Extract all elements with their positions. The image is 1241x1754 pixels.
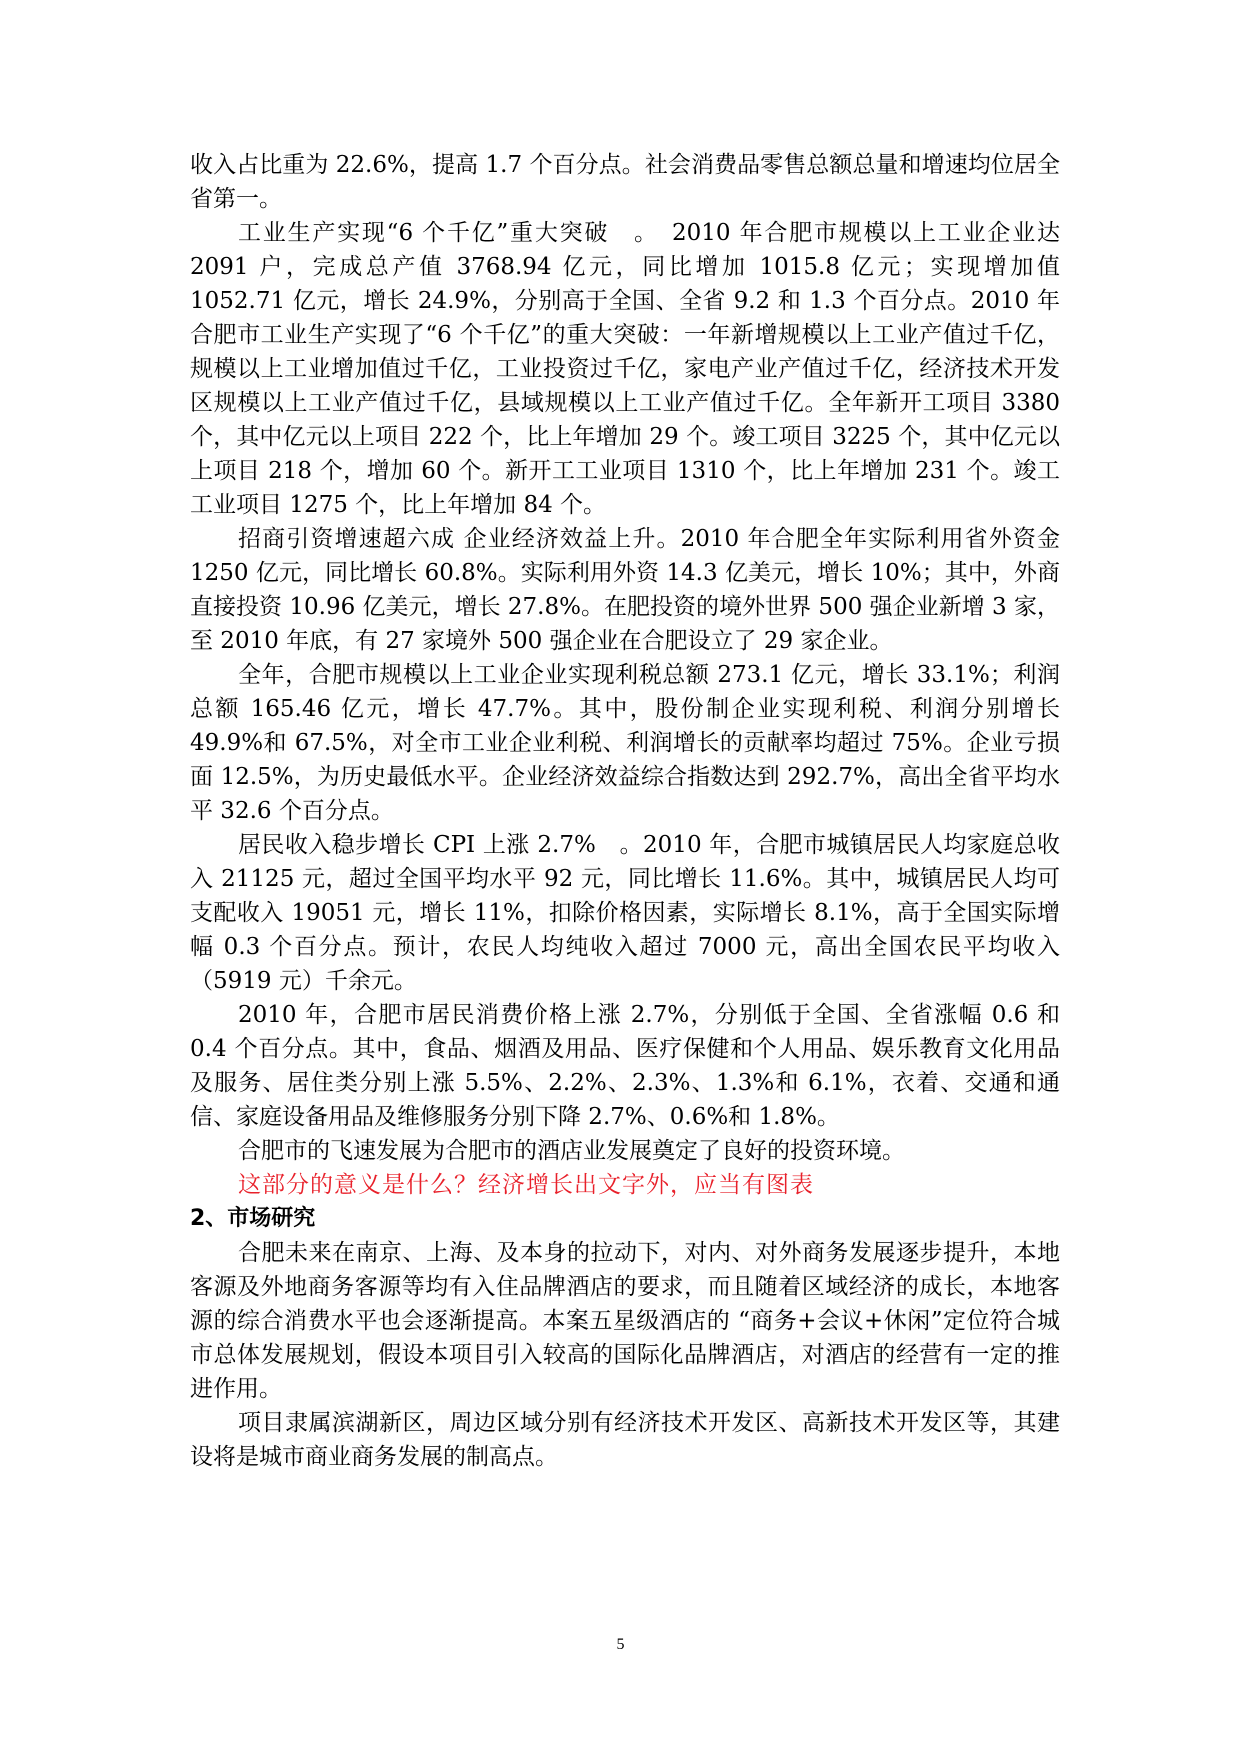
paragraph-industrial-production: 工业生产实现“6 个千亿”重大突破 。 2010 年合肥市规模以上工业企业达 2091 户，完成总产值 3768.94 亿元，同比增加 1015.8 亿元；实现增加值 1052.71 亿元，增长 24.9%，分别高于全国、全省 9.2 和 1.3 个百分点。2010 年合肥市工业生产实现了“6 个千亿”的重大突破：一年新增规模以上工业产值过千亿，规模以上工业增加值过千亿，工业投资过千亿，家电产业产值过千亿，经济技术开发区规模以上工业产值过千亿，县域规模以上工业产值过千亿。全年新开工项目 3380 个，其中亿元以上项目 222 个，比上年增加 29 个。竣工项目 3225 个，其中亿元以上项目 218 个，增加 60 个。新开工工业项目 1310 个，比上年增加 231 个。竣工工业项目 1275 个，比上年增加 84 个。 bbox=[190, 220, 1060, 518]
paragraph-hotel-environment: 合肥市的飞速发展为合肥市的酒店业发展奠定了良好的投资环境。 bbox=[238, 1138, 905, 1164]
paragraph-investment: 招商引资增速超六成 企业经济效益上升。2010 年合肥全年实际利用省外资金 1250 亿元，同比增长 60.8%。实际利用外资 14.3 亿美元，增长 10%；其中，外商直接投资 10.96 亿美元，增长 27.8%。在肥投资的境外世界 500 强企业新增 3 家，至 2010 年底，有 27 家境外 500 强企业在合肥设立了 29 家企业。 bbox=[190, 526, 1060, 654]
page-number: 5 bbox=[616, 1636, 625, 1653]
review-comment: 这部分的意义是什么？经济增长出文字外，应当有图表 bbox=[238, 1172, 814, 1198]
paragraph-income-share: 收入占比重为 22.6%，提高 1.7 个百分点。社会消费品零售总额总量和增速均位居全省第一。 bbox=[190, 152, 1060, 212]
paragraph-resident-income: 居民收入稳步增长 CPI 上涨 2.7% 。2010 年，合肥市城镇居民人均家庭总收入 21125 元，超过全国平均水平 92 元，同比增长 11.6%。其中，城镇居民人均可支配收入 19051 元，增长 11%，扣除价格因素，实际增长 8.1%，高于全国实际增幅 0.3 个百分点。预计，农民人均纯收入超过 7000 元，高出全国农民平均收入（5919 元）千余元。 bbox=[190, 832, 1060, 994]
paragraph-market-demand: 合肥未来在南京、上海、及本身的拉动下，对内、对外商务发展逐步提升，本地客源及外地商务客源等均有入住品牌酒店的要求，而且随着区域经济的成长，本地客源的综合消费水平也会逐渐提高。本案五星级酒店的 “商务+会议+休闲”定位符合城市总体发展规划，假设本项目引入较高的国际化品牌酒店，对酒店的经营有一定的推进作用。 bbox=[190, 1240, 1060, 1402]
paragraph-project-location: 项目隶属滨湖新区，周边区域分别有经济技术开发区、高新技术开发区等，其建设将是城市商业商务发展的制高点。 bbox=[190, 1410, 1060, 1470]
section-heading-market-research: 2、市场研究 bbox=[190, 1206, 316, 1231]
paragraph-cpi: 2010 年，合肥市居民消费价格上涨 2.7%，分别低于全国、全省涨幅 0.6 和 0.4 个百分点。其中，食品、烟酒及用品、医疗保健和个人用品、娱乐教育文化用品及服务、居住类分别上涨 5.5%、2.2%、2.3%、1.3%和 6.1%，衣着、交通和通信、家庭设备用品及维修服务分别下降 2.7%、0.6%和 1.8%。 bbox=[190, 1002, 1060, 1130]
paragraph-profits: 全年，合肥市规模以上工业企业实现利税总额 273.1 亿元，增长 33.1%；利润总额 165.46 亿元，增长 47.7%。其中，股份制企业实现利税、利润分别增长 49.9%和 67.5%，对全市工业企业利税、利润增长的贡献率均超过 75%。企业亏损面 12.5%，为历史最低水平。企业经济效益综合指数达到 292.7%，高出全省平均水平 32.6 个百分点。 bbox=[190, 662, 1060, 824]
document-body bbox=[190, 148, 1060, 1474]
